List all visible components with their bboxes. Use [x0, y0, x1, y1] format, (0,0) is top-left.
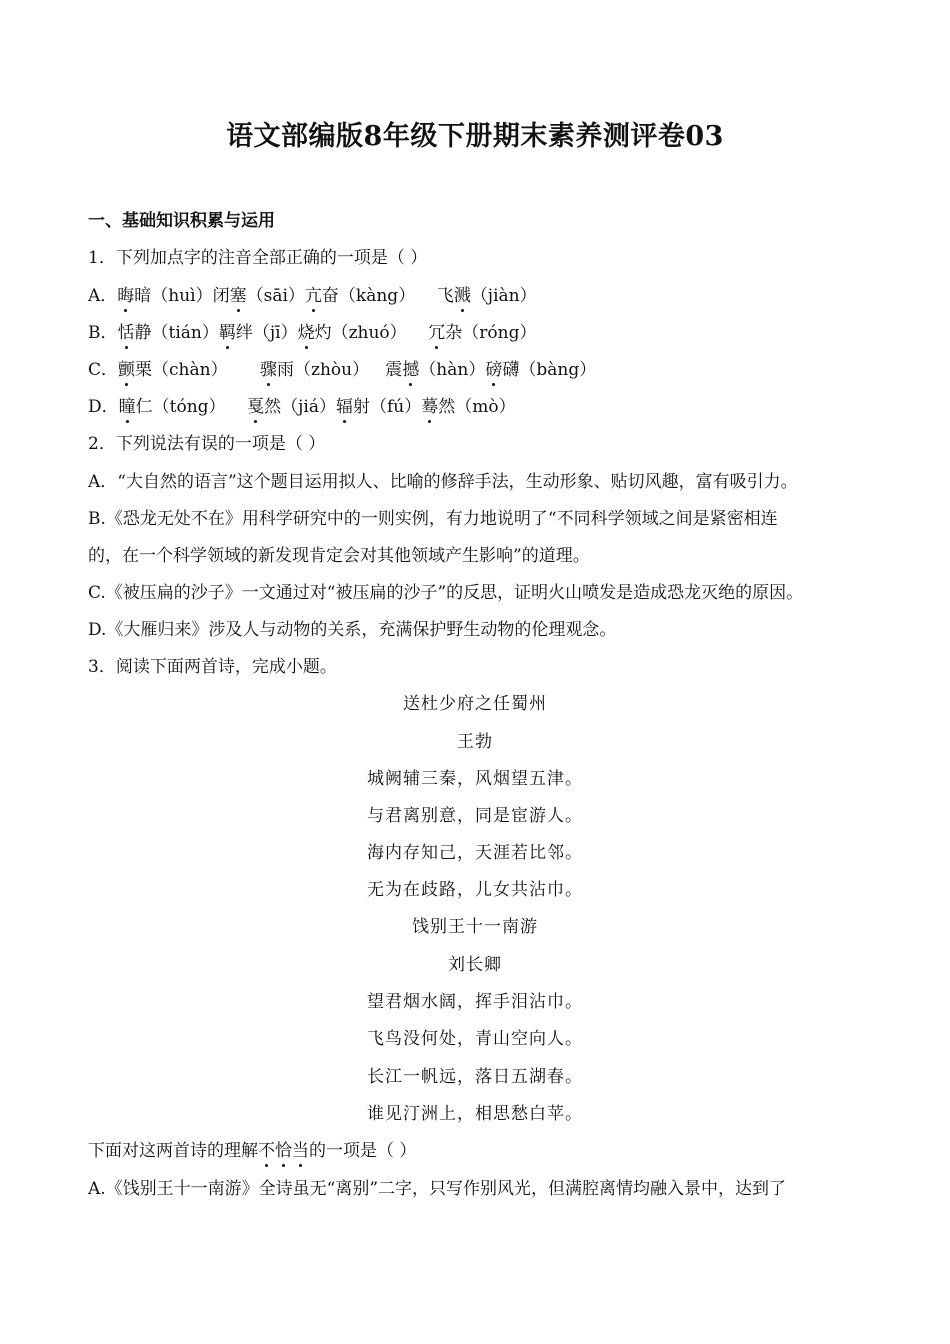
q2-option-d: D.《大雁归来》涉及人与动物的关系，充满保护野生动物的伦理观念。	[88, 620, 617, 640]
poem2-author: 刘长卿	[448, 955, 502, 975]
poem2-line: 望君烟水阔，挥手泪沾巾。	[367, 992, 583, 1012]
q3-sub-stem: 下面对这两首诗的理解不恰当的一项是（ ）	[88, 1141, 417, 1161]
q2-option-a: A．“大自然的语言”这个题目运用拟人、比喻的修辞手法，生动形象、贴切风趣，富有吸引力。	[88, 472, 798, 492]
dotted-char: 当	[292, 1141, 309, 1161]
q1-option-b: B．恬静（tián）羁绊（jī）烧灼（zhuó） 冗杂（róng）	[88, 323, 537, 343]
dotted-char: 塞	[229, 286, 247, 306]
dotted-char: 颤	[118, 360, 136, 380]
dotted-char: 骤	[260, 360, 277, 380]
dotted-char: 蓦	[421, 397, 439, 417]
dotted-char: 晦	[117, 286, 135, 306]
dotted-char: 辐	[336, 397, 353, 417]
q3-stem: 3．阅读下面两首诗，完成小题。	[88, 657, 337, 677]
section-heading: 一、基础知识积累与运用	[88, 211, 275, 231]
dotted-char: 不	[258, 1141, 275, 1161]
dotted-char: 恰	[275, 1141, 292, 1161]
dotted-char: 羁	[218, 323, 236, 343]
poem1-title: 送杜少府之任蜀州	[403, 694, 547, 714]
q1-option-c: C．颤栗（chàn） 骤雨（zhòu） 震撼（hàn）磅礴（bàng）	[88, 360, 597, 380]
dotted-char: 冗	[428, 323, 446, 343]
poem2-title: 饯别王十一南游	[412, 917, 538, 937]
q2-option-c: C.《被压扁的沙子》一文通过对“被压扁的沙子”的反思，证明火山喷发是造成恐龙灭绝的原因。	[88, 583, 804, 603]
dotted-char: 亢	[304, 286, 322, 306]
dotted-char: 瞳	[118, 397, 136, 417]
poem2-line: 长江一帆远，落日五湖春。	[367, 1067, 583, 1087]
dotted-char: 撼	[402, 360, 420, 380]
dotted-char: 戛	[247, 397, 265, 417]
q2-option-b-line1: B.《恐龙无处不在》用科学研究中的一则实例，有力地说明了“不同科学领域之间是紧密相连	[88, 509, 778, 529]
q2-option-b-line2: 的，在一个科学领域的新发现肯定会对其他领域产生影响”的道理。	[88, 546, 590, 566]
dotted-char: 磅	[485, 360, 503, 380]
poem2-line: 飞鸟没何处，青山空向人。	[367, 1029, 583, 1049]
q2-stem: 2．下列说法有误的一项是（ ）	[88, 434, 326, 454]
dotted-char: 溅	[453, 286, 471, 306]
poem1-author: 王勃	[457, 732, 493, 752]
dotted-char: 恬	[117, 323, 135, 343]
q3-option-a: A.《饯别王十一南游》全诗虽无“离别”二字，只写作别风光，但满腔离情均融入景中，达到了	[88, 1179, 787, 1199]
poem1-line: 海内存知己，天涯若比邻。	[367, 843, 583, 863]
q1-option-d: D．瞳仁（tóng） 戛然（jiá）辐射（fú）蓦然（mò）	[88, 397, 516, 417]
poem1-line: 与君离别意，同是宦游人。	[367, 806, 583, 826]
poem1-line: 城阙辅三秦，风烟望五津。	[367, 769, 583, 789]
dotted-char: 烧	[297, 323, 315, 343]
poem2-line: 谁见汀洲上，相思愁白苹。	[367, 1104, 583, 1124]
poem1-line: 无为在歧路，儿女共沾巾。	[367, 880, 583, 900]
q1-stem: 1．下列加点字的注音全部正确的一项是（ ）	[88, 248, 428, 268]
q1-option-a: A．晦暗（huì）闭塞（sāi）亢奋（kàng） 飞溅（jiàn）	[88, 286, 537, 306]
page-title: 语文部编版8年级下册期末素养测评卷03	[226, 121, 724, 152]
